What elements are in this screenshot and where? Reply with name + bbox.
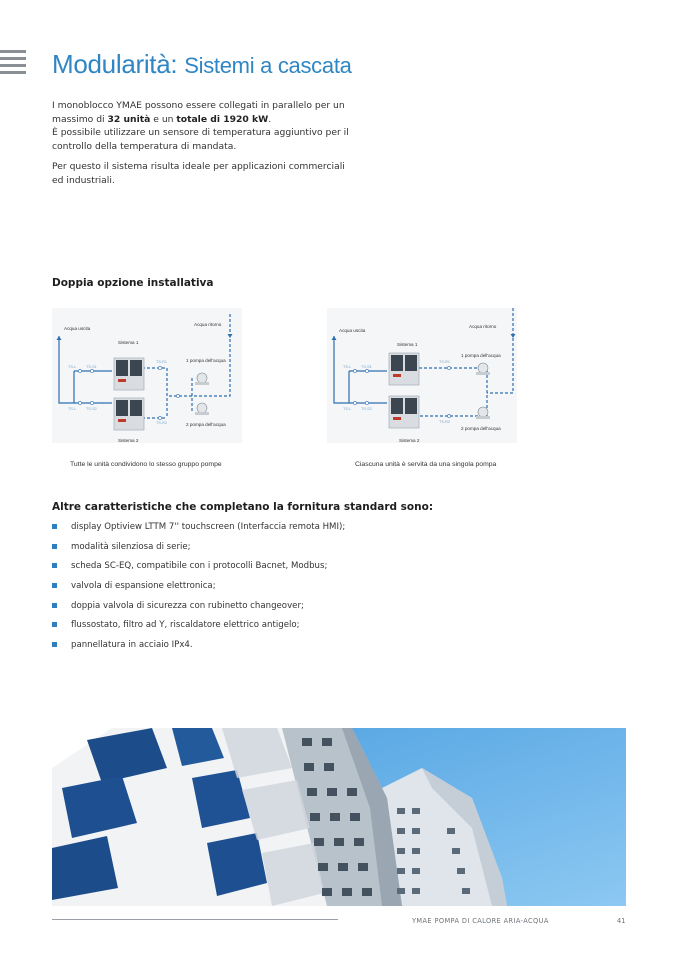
footer-title: YMAE POMPA DI CALORE ARIA-ACQUA xyxy=(412,917,549,925)
bullet-icon xyxy=(52,603,57,608)
svg-text:TS-S2: TS-S2 xyxy=(86,407,97,411)
svg-text:TS-R1: TS-R1 xyxy=(156,360,167,364)
air-water-unit-icon xyxy=(389,353,419,385)
caption-single-pumps: Ciascuna unità è servita da una singola pompa xyxy=(355,461,497,468)
install-heading: Doppia opzione installativa xyxy=(52,277,214,289)
list-item: modalità silenziosa di serie; xyxy=(52,541,345,561)
svg-text:TS-R2: TS-R2 xyxy=(439,420,450,424)
bullet-icon xyxy=(52,563,57,568)
svg-text:TS-L: TS-L xyxy=(68,407,77,411)
label-acqua-uscita: Acqua uscita xyxy=(339,328,366,333)
diagram-single-pumps xyxy=(327,308,517,443)
label-sistema-1: Sistema 1 xyxy=(118,340,139,345)
building-photo xyxy=(52,728,626,906)
list-item: scheda SC-EQ, compatibile con i protocolli Bacnet, Modbus; xyxy=(52,560,345,580)
svg-text:TS-L: TS-L xyxy=(343,365,352,369)
list-item: pannellatura in acciaio IPx4. xyxy=(52,639,345,659)
svg-text:TS-S1: TS-S1 xyxy=(86,365,97,369)
label-pompa-2: 2 pompa dell'acqua xyxy=(461,426,501,431)
page-title xyxy=(52,49,352,80)
features-heading: Altre caratteristiche che completano la fornitura standard sono: xyxy=(52,501,434,513)
label-acqua-ritorno: Acqua ritorno xyxy=(469,324,497,329)
label-sistema-1: Sistema 1 xyxy=(397,342,418,347)
caption-shared-pumps: Tutte le unità condividono lo stesso gruppo pompe xyxy=(70,461,222,468)
page-number: 41 xyxy=(617,917,626,925)
intro-paragraph-1: I monoblocco YMAE possono essere collegati in parallelo per un massimo di 32 unità e un totale di 1920 kW. È possibile utilizzare un sensore di temperatura aggiuntivo per il controllo della temperatura di mandata. xyxy=(52,100,349,152)
intro-paragraph-2: Per questo il sistema risulta ideale per applicazioni commerciali ed industriali. xyxy=(52,161,345,186)
list-item: doppia valvola di sicurezza con rubinetto changeover; xyxy=(52,600,345,620)
label-sistema-2: Sistema 2 xyxy=(118,438,139,443)
svg-text:TS-L: TS-L xyxy=(68,365,77,369)
title-sub: Sistemi a cascata xyxy=(184,53,352,78)
list-item: valvola di espansione elettronica; xyxy=(52,580,345,600)
list-item: flussostato, filtro ad Y, riscaldatore elettrico antigelo; xyxy=(52,619,345,639)
label-pompa-1: 1 pompa dell'acqua xyxy=(186,358,226,363)
label-pompa-2: 2 pompa dell'acqua xyxy=(186,422,226,427)
svg-text:TS-S2: TS-S2 xyxy=(361,407,372,411)
bullet-icon xyxy=(52,622,57,627)
air-water-unit-icon xyxy=(389,396,419,428)
svg-text:TS-R2: TS-R2 xyxy=(156,421,167,425)
label-sistema-2: Sistema 2 xyxy=(399,438,420,443)
air-water-unit-icon xyxy=(114,358,144,390)
svg-text:TS-S1: TS-S1 xyxy=(361,365,372,369)
svg-text:TS-L: TS-L xyxy=(343,407,352,411)
diagram-shared-pumps xyxy=(52,308,242,443)
bullet-icon xyxy=(52,583,57,588)
svg-text:TS-R1: TS-R1 xyxy=(439,360,450,364)
label-acqua-ritorno: Acqua ritorno xyxy=(194,322,222,327)
air-water-unit-icon xyxy=(114,398,144,430)
list-item: display Optiview LTTM 7'' touchscreen (Interfaccia remota HMI); xyxy=(52,521,345,541)
label-acqua-uscita: Acqua uscita xyxy=(64,326,91,331)
title-main: Modularità: xyxy=(52,49,178,79)
menu-icon[interactable] xyxy=(0,50,26,78)
label-pompa-1: 1 pompa dell'acqua xyxy=(461,353,501,358)
features-list xyxy=(52,521,345,659)
footer-rule xyxy=(52,919,338,920)
intro-text xyxy=(52,99,352,195)
bullet-icon xyxy=(52,544,57,549)
bullet-icon xyxy=(52,524,57,529)
bullet-icon xyxy=(52,642,57,647)
